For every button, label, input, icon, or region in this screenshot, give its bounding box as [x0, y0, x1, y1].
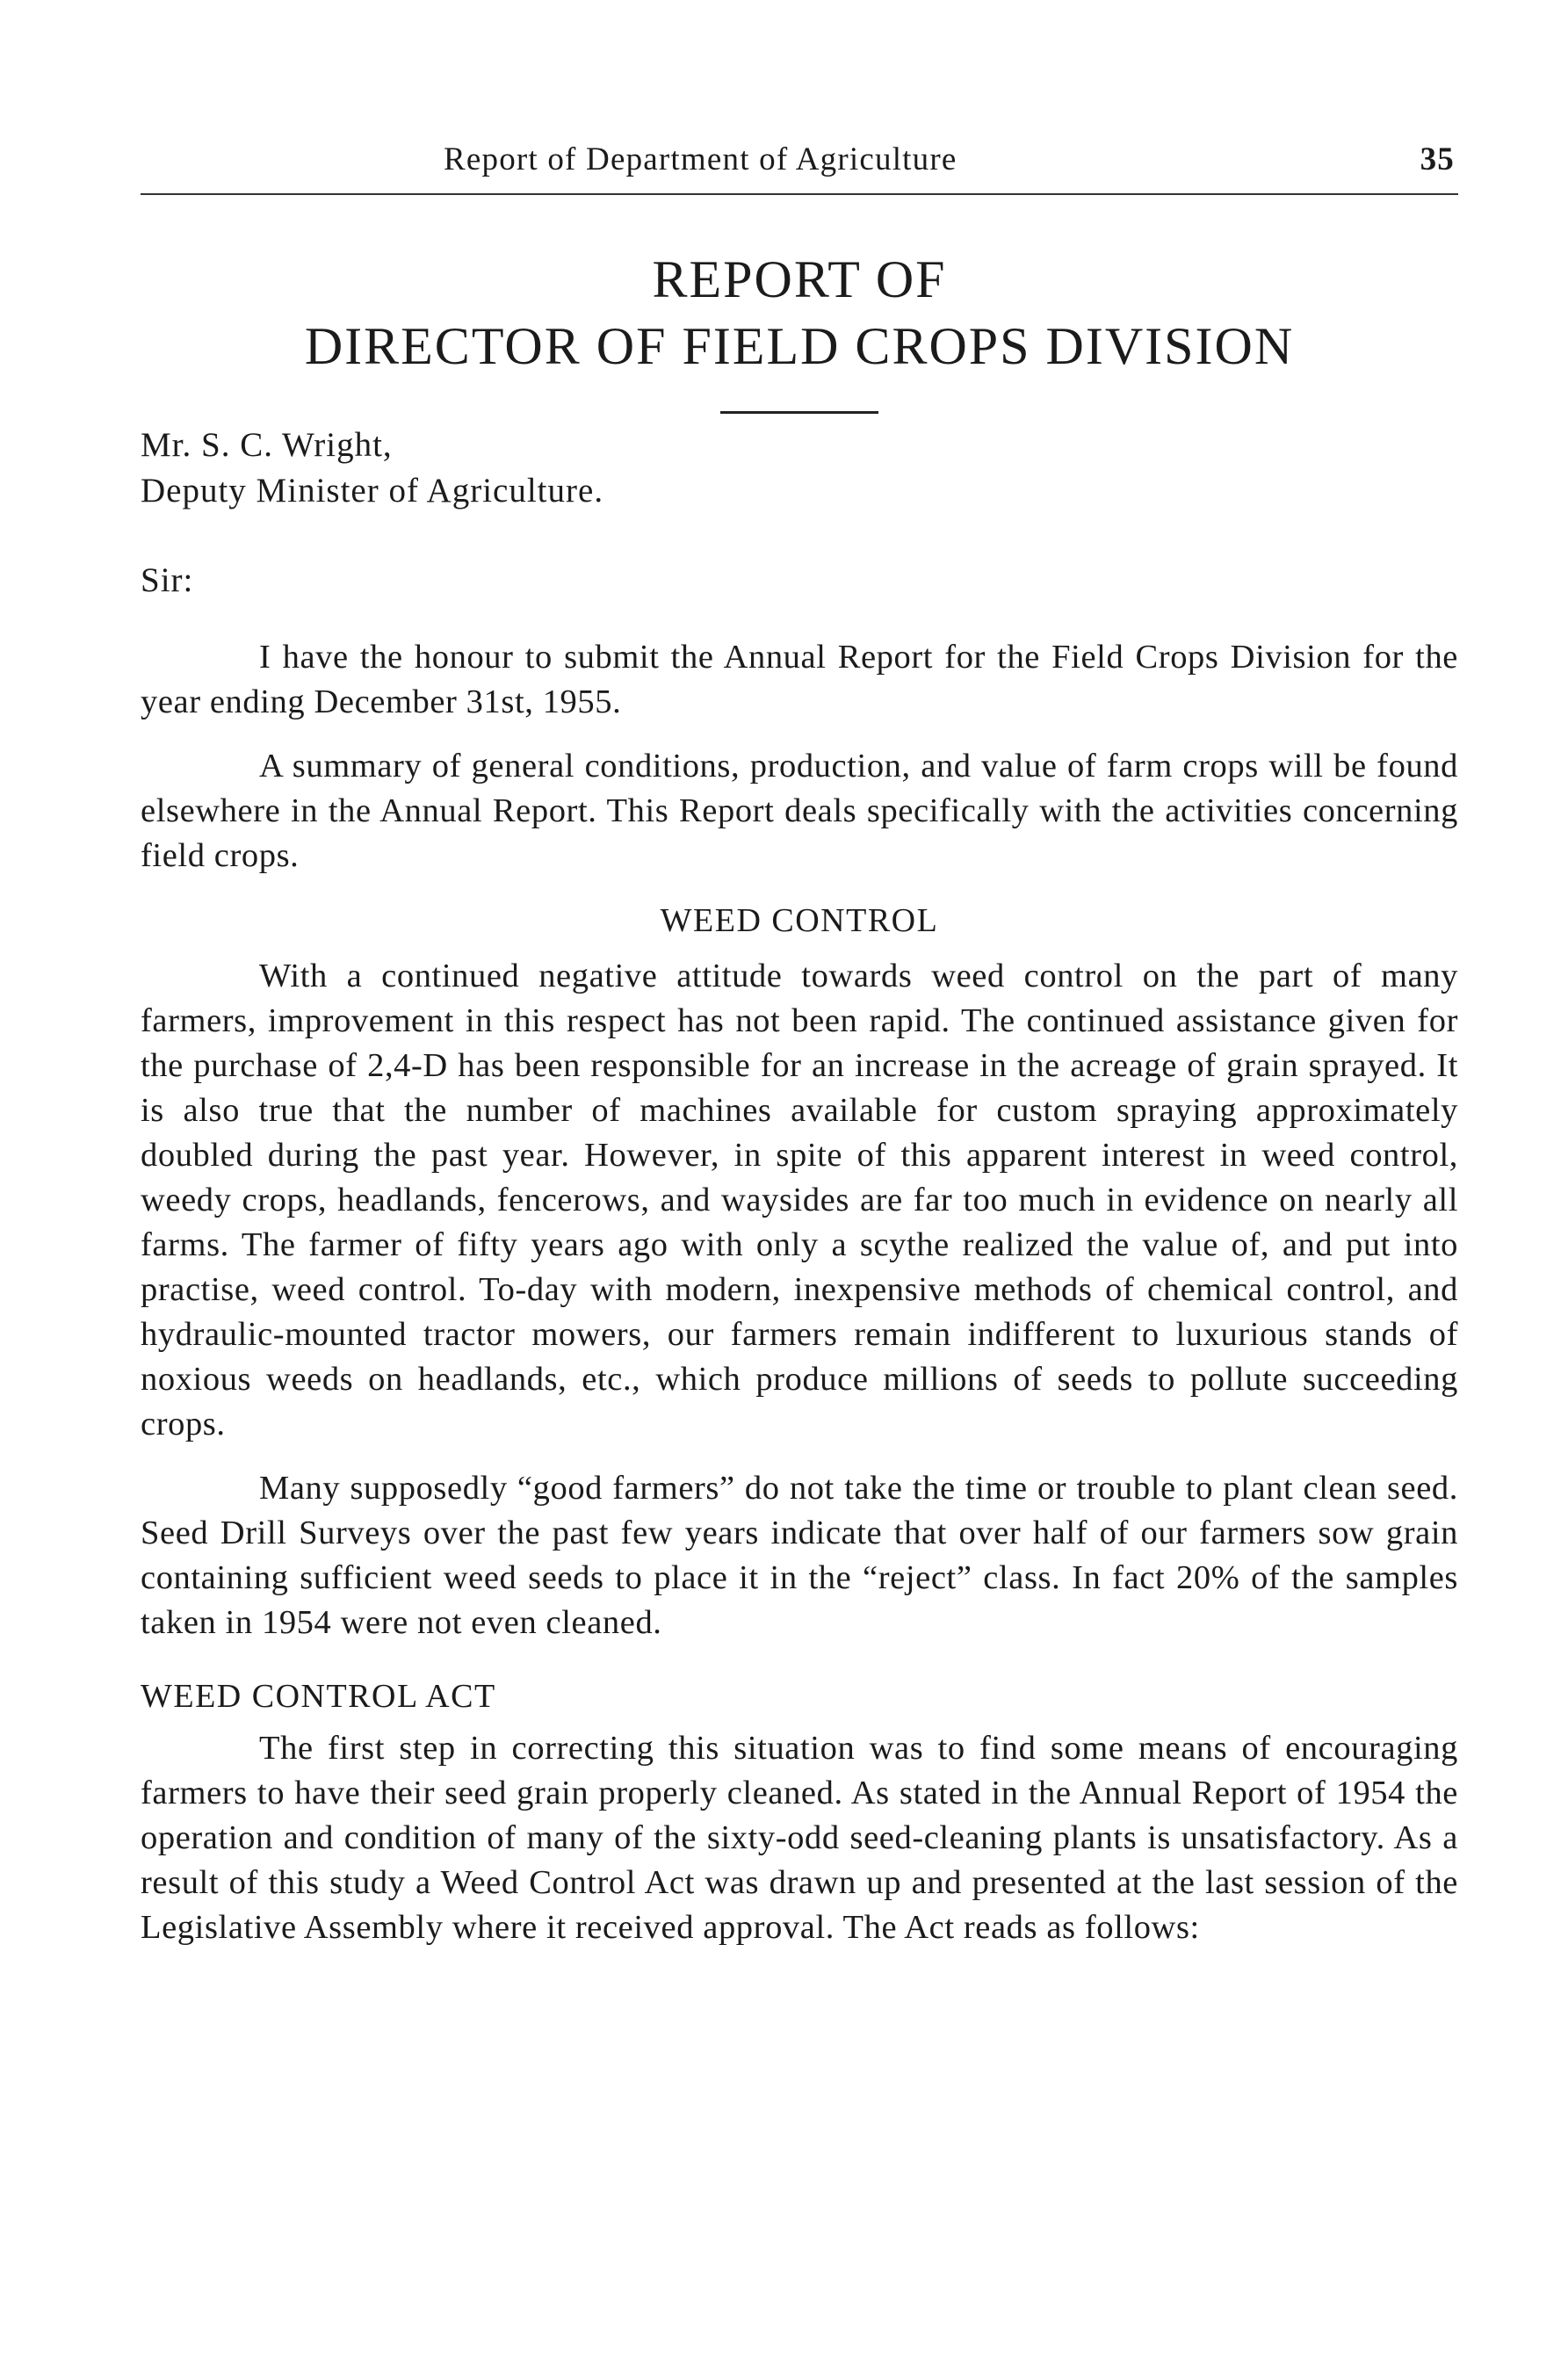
intro-paragraph-2: A summary of general conditions, production, and value of farm crops will be found elsewhere in the Annual Report. This Report deals specifically with the activities concerning field crops. — [141, 748, 1458, 874]
section-heading-weed-control: WEED CONTROL — [660, 902, 939, 939]
report-heading-line2: DIRECTOR OF FIELD CROPS DIVISION — [304, 317, 1295, 375]
addressee-name: Mr. S. C. Wright, — [141, 426, 393, 464]
report-heading-line1: REPORT OF — [652, 250, 947, 308]
addressee-title: Deputy Minister of Agriculture. — [141, 472, 604, 510]
document-page — [141, 141, 1458, 1950]
weed-control-paragraph-1: With a continued negative attitude towards weed control on the part of many farmers, improvement in this respect has not been rapid. The continued assistance given for the purchase of 2,4-D has been responsible for an increase in the acreage of grain sprayed. It is also true that the number of machines available for custom spraying approximately doubled during the past year. However, in spite of this apparent interest in weed control, weedy crops, headlands, fencerows, and waysides are far too much in evidence on nearly all farms. The farmer of fifty years ago with only a scythe realized the value of, and put into practise, weed control. To-day with modern, inexpensive methods of chemical control, and hydraulic-mounted tractor mowers, our farmers remain indifferent to luxurious stands of noxious weeds on headlands, etc., which produce millions of seeds to pollute succeeding crops. — [141, 958, 1458, 1442]
running-head-title: Report of Department of Agriculture — [444, 141, 957, 177]
addressee-block — [141, 423, 1458, 514]
section-heading-weed-control-act: WEED CONTROL ACT — [141, 1678, 496, 1715]
intro-paragraph-1: I have the honour to submit the Annual Report for the Field Crops Division for the year ending December 31st, 1955. — [141, 639, 1458, 720]
report-heading — [141, 246, 1458, 380]
page-number: 35 — [1420, 141, 1455, 177]
weed-control-paragraph-2: Many supposedly “good farmers” do not take the time or trouble to plant clean seed. Seed Drill Surveys over the past few years indicate that over half of our farmers sow grain containing sufficient weed seeds to place it in the “reject” class. In fact 20% of the samples taken in 1954 were not even cleaned. — [141, 1470, 1458, 1641]
running-head — [141, 141, 1458, 195]
salutation: Sir: — [141, 561, 194, 599]
weed-control-act-paragraph-1: The first step in correcting this situation was to find some means of encouraging farmers to have their seed grain properly cleaned. As stated in the Annual Report of 1954 the operation and condition of many of the sixty-odd seed-cleaning plants is unsatisfactory. As a result of this study a Weed Control Act was drawn up and presented at the last session of the Legislative Assembly where it received approval. The Act reads as follows: — [141, 1730, 1458, 1946]
heading-divider — [720, 411, 878, 414]
